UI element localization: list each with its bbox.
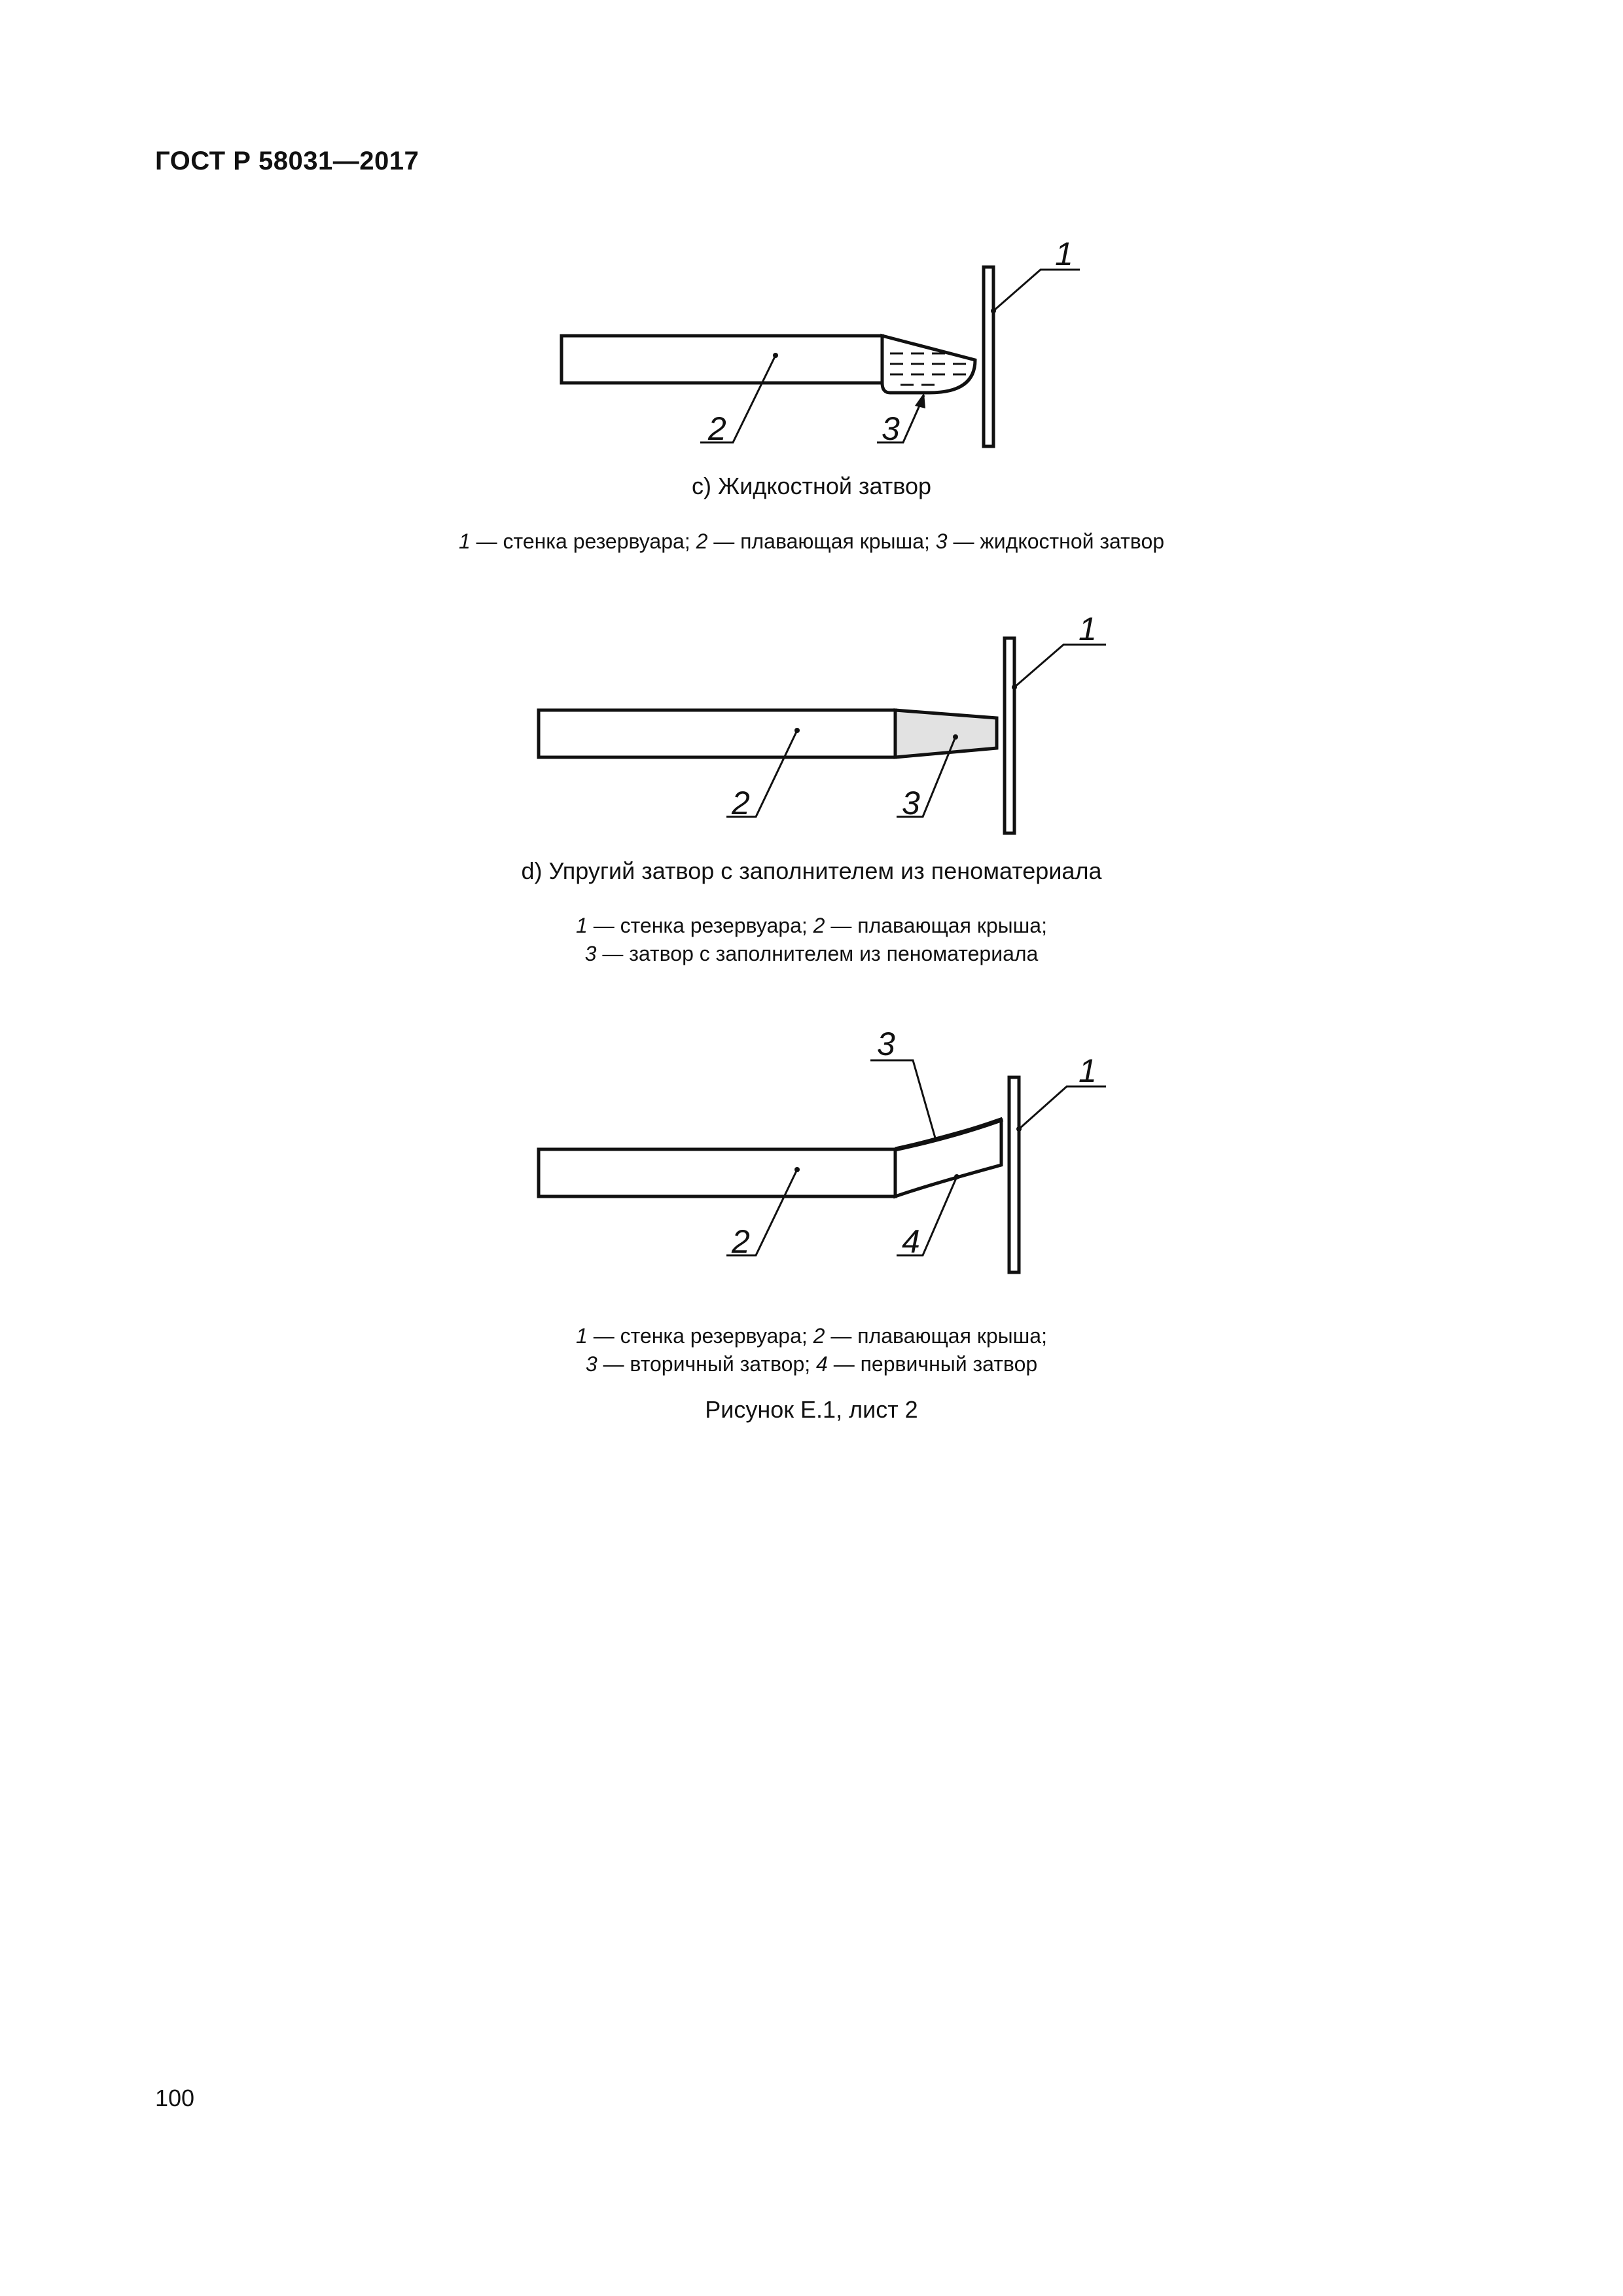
- label-wall: 1: [1079, 611, 1097, 647]
- figure-d-legend-line-2: 3 — затвор с заполнителем из пеноматериала: [584, 942, 1039, 965]
- leader-3: [870, 1060, 936, 1140]
- page-number: 100: [155, 2085, 195, 2111]
- label-roof: 2: [732, 785, 750, 821]
- leader-1: [1019, 1086, 1106, 1129]
- figure-d-subtitle: d) Упругий затвор с заполнителем из пеноматериала: [521, 857, 1102, 884]
- primary-seal: [895, 1121, 1001, 1196]
- label-roof: 2: [708, 410, 726, 447]
- label-primary: 4: [902, 1223, 920, 1260]
- document-header: ГОСТ Р 58031—2017: [155, 147, 419, 175]
- label-seal: 3: [882, 410, 900, 447]
- tank-wall: [1009, 1077, 1019, 1272]
- label-roof: 2: [732, 1223, 750, 1260]
- figure-caption: Рисунок Е.1, лист 2: [705, 1396, 918, 1423]
- figure-c-subtitle: c) Жидкостной затвор: [691, 473, 931, 499]
- label-seal: 3: [902, 785, 920, 821]
- figure-e-legend: [0, 1322, 1623, 1378]
- figure-e-legend-line-2: 3 — вторичный затвор; 4 — первичный затвор: [585, 1352, 1038, 1376]
- figure-c-legend: 1 — стенка резервуара; 2 — плавающая крыша; 3 — жидкостной затвор: [458, 529, 1165, 553]
- label-secondary: 3: [877, 1026, 895, 1062]
- label-wall: 1: [1055, 236, 1073, 272]
- floating-roof: [539, 1149, 895, 1196]
- label-wall: 1: [1079, 1052, 1097, 1089]
- figure-d-legend-line-1: 1 — стенка резервуара; 2 — плавающая крыша;: [576, 914, 1047, 937]
- figure-e-legend-line-1: 1 — стенка резервуара; 2 — плавающая крыша;: [576, 1324, 1047, 1348]
